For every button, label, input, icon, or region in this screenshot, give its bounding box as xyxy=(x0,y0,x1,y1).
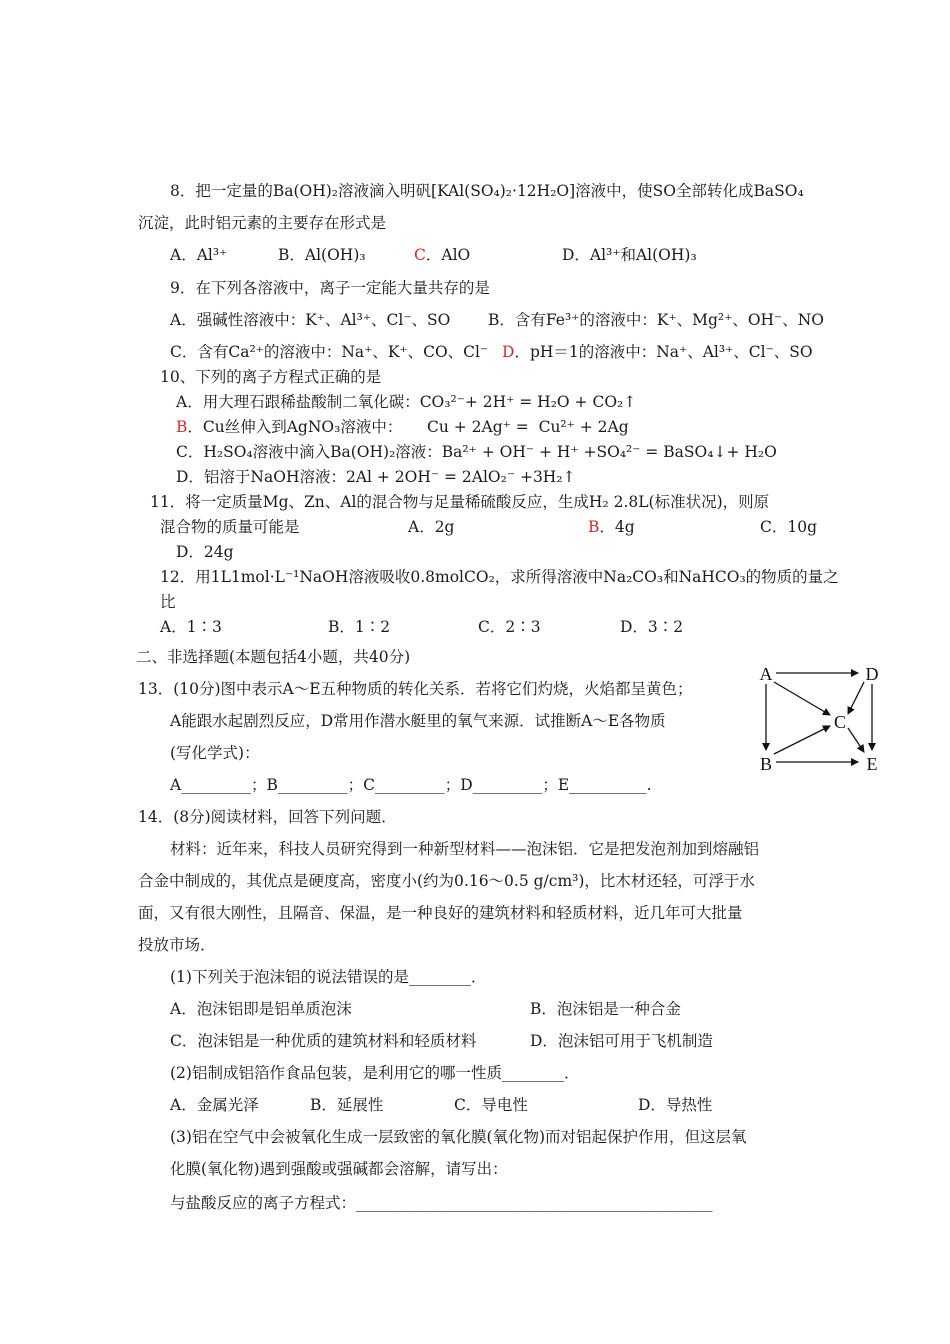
q14-part1-options-ab xyxy=(170,998,681,1020)
q14-part1-option-a: A．泡沫铝即是铝单质泡沫 xyxy=(170,1000,352,1018)
q10-option-c: C．H₂SO₄溶液中滴入Ba(OH)₂溶液：Ba²⁺ + OH⁻ + H⁺ +SO₄²⁻ = BaSO₄↓+ H₂O xyxy=(176,443,777,461)
q14-part2-option-d: D．导热性 xyxy=(638,1096,713,1114)
q8-answer-mark: C xyxy=(414,246,426,264)
q12-option-d: D．3∶2 xyxy=(620,618,684,636)
conversion-diagram xyxy=(752,658,892,778)
q9-options-ab xyxy=(170,309,824,331)
q12-line1: 12．用1L1mol·L⁻¹NaOH溶液吸收0.8molCO₂，求所得溶液中Na₂CO₃和NaHCO₃的物质的量之 xyxy=(160,568,839,586)
q14-material-line1: 材料：近年来，科技人员研究得到一种新型材料——泡沫铝．它是把发泡剂加到熔融铝 xyxy=(170,840,760,858)
q14-part1-option-d: D．泡沫铝可用于飞机制造 xyxy=(530,1032,713,1050)
q9-option-c: C．含有Ca²⁺的溶液中：Na⁺、K⁺、CO、Cl⁻ xyxy=(170,343,489,361)
q11-line2 xyxy=(160,516,818,538)
q12-options xyxy=(160,616,684,638)
q10-option-b-line xyxy=(176,416,629,438)
q14-part1-option-c: C．泡沫铝是一种优质的建筑材料和轻质材料 xyxy=(170,1032,477,1050)
q10-stem: 10、下列的离子方程式正确的是 xyxy=(160,368,382,386)
q14-part1-option-b: B．泡沫铝是一种合金 xyxy=(530,1000,681,1018)
q8-options xyxy=(170,244,697,266)
q11-line1: 11．将一定质量Mg、Zn、Al的混合物与足量稀硫酸反应，生成H₂ 2.8L(标准状况)，则原 xyxy=(150,493,770,511)
q14-part3-answer-line: 与盐酸反应的离子方程式：______________________________________________ xyxy=(170,1194,713,1212)
q8-option-d: D．Al³⁺和Al(OH)₃ xyxy=(562,246,697,264)
q14-material-line2: 合金中制成的，其优点是硬度高，密度小(约为0.16～0.5 g/cm³)，比木材还轻，可浮于水 xyxy=(138,872,755,890)
q8-line2: 沉淀，此时铝元素的主要存在形式是 xyxy=(138,214,387,232)
q8-line1: 8．把一定量的Ba(OH)₂溶液滴入明矾[KAl(SO₄)₂·12H₂O]溶液中，使SO全部转化成BaSO₄ xyxy=(170,182,804,200)
node-c: C xyxy=(833,712,847,732)
arrow-a-to-c xyxy=(774,682,830,715)
q13-line1: 13．(10分)图中表示A～E五种物质的转化关系．若将它们灼烧，火焰都呈黄色； xyxy=(138,680,693,698)
q12-option-c: C．2∶3 xyxy=(478,618,541,636)
node-e: E xyxy=(866,754,878,774)
q10-answer-mark: B xyxy=(176,418,188,436)
q9-option-b: B．含有Fe³⁺的溶液中：K⁺、Mg²⁺、OH⁻、NO xyxy=(488,311,824,329)
arrow-d-to-c xyxy=(848,682,864,714)
q14-part2-option-a: A．金属光泽 xyxy=(170,1096,259,1114)
q14-part2-option-c: C．导电性 xyxy=(454,1096,528,1114)
q8-option-a: A．Al³⁺ xyxy=(170,246,228,264)
q13-answer-blanks: A_________；B_________；C_________；D_________；E__________. xyxy=(170,776,652,794)
q13-line3: (写化学式)： xyxy=(170,744,260,762)
q12-line2: 比 xyxy=(160,593,176,611)
q11-option-c: C．10g xyxy=(760,518,818,536)
q14-part3-line1: (3)铝在空气中会被氧化生成一层致密的氧化膜(氧化物)而对铝起保护作用，但这层氧 xyxy=(170,1128,747,1146)
q11-option-a: A．2g xyxy=(408,518,455,536)
q10-option-b: ．Cu丝伸入到AgNO₃溶液中： Cu + 2Ag⁺ = Cu²⁺ + 2Ag xyxy=(187,418,629,436)
q9-options-cd xyxy=(170,341,813,363)
q9-stem: 9．在下列各溶液中，离子一定能大量共存的是 xyxy=(170,279,490,297)
section-2-heading: 二、非选择题(本题包括4小题，共40分) xyxy=(136,648,411,666)
node-a: A xyxy=(759,664,773,684)
q11-option-b: ．4g xyxy=(599,518,635,536)
q14-material-line3: 面，又有很大刚性，且隔音、保温，是一种良好的建筑材料和轻质材料，近几年可大批量 xyxy=(138,904,743,922)
q11-answer-mark: B xyxy=(588,518,600,536)
q8-option-b: B．Al(OH)₃ xyxy=(278,246,366,264)
q8-option-c: ．AlO xyxy=(425,246,471,264)
q11-option-d: D．24g xyxy=(176,543,234,561)
q9-option-a: A．强碱性溶液中：K⁺、Al³⁺、Cl⁻、SO xyxy=(170,311,451,329)
q14-part3-line2: 化膜(氧化物)遇到强酸或强碱都会溶解，请写出： xyxy=(170,1160,508,1178)
q9-option-d: ．pH＝1的溶液中：Na⁺、Al³⁺、Cl⁻、SO xyxy=(514,343,813,361)
q12-option-a: A．1∶3 xyxy=(160,618,222,636)
q10-option-d: D．铝溶于NaOH溶液：2Al + 2OH⁻ = 2AlO₂⁻ +3H₂↑ xyxy=(176,468,576,486)
q14-material-line4: 投放市场． xyxy=(138,936,216,954)
node-b: B xyxy=(759,754,773,774)
q14-part2-option-b: B．延展性 xyxy=(310,1096,384,1114)
arrow-b-to-c xyxy=(774,726,830,754)
q9-answer-mark: D xyxy=(502,343,515,361)
q14-part1-options-cd xyxy=(170,1030,713,1052)
q12-option-b: B．1∶2 xyxy=(328,618,391,636)
arrow-c-to-e xyxy=(848,728,864,752)
q10-option-a: A．用大理石跟稀盐酸制二氧化碳：CO₃²⁻+ 2H⁺ = H₂O + CO₂↑ xyxy=(176,393,637,411)
q13-line2: A能跟水起剧烈反应，D常用作潜水艇里的氧气来源．试推断A～E各物质 xyxy=(170,712,666,730)
node-d: D xyxy=(865,664,879,684)
q14-part2-question: (2)铝制成铝箔作食品包装，是利用它的哪一性质________． xyxy=(170,1064,580,1082)
q14-stem: 14．(8分)阅读材料，回答下列问题． xyxy=(138,808,397,826)
q11-prompt: 混合物的质量可能是 xyxy=(160,518,300,536)
q14-part1-question: (1)下列关于泡沫铝的说法错误的是________． xyxy=(170,968,487,986)
q14-part2-options xyxy=(170,1094,713,1116)
